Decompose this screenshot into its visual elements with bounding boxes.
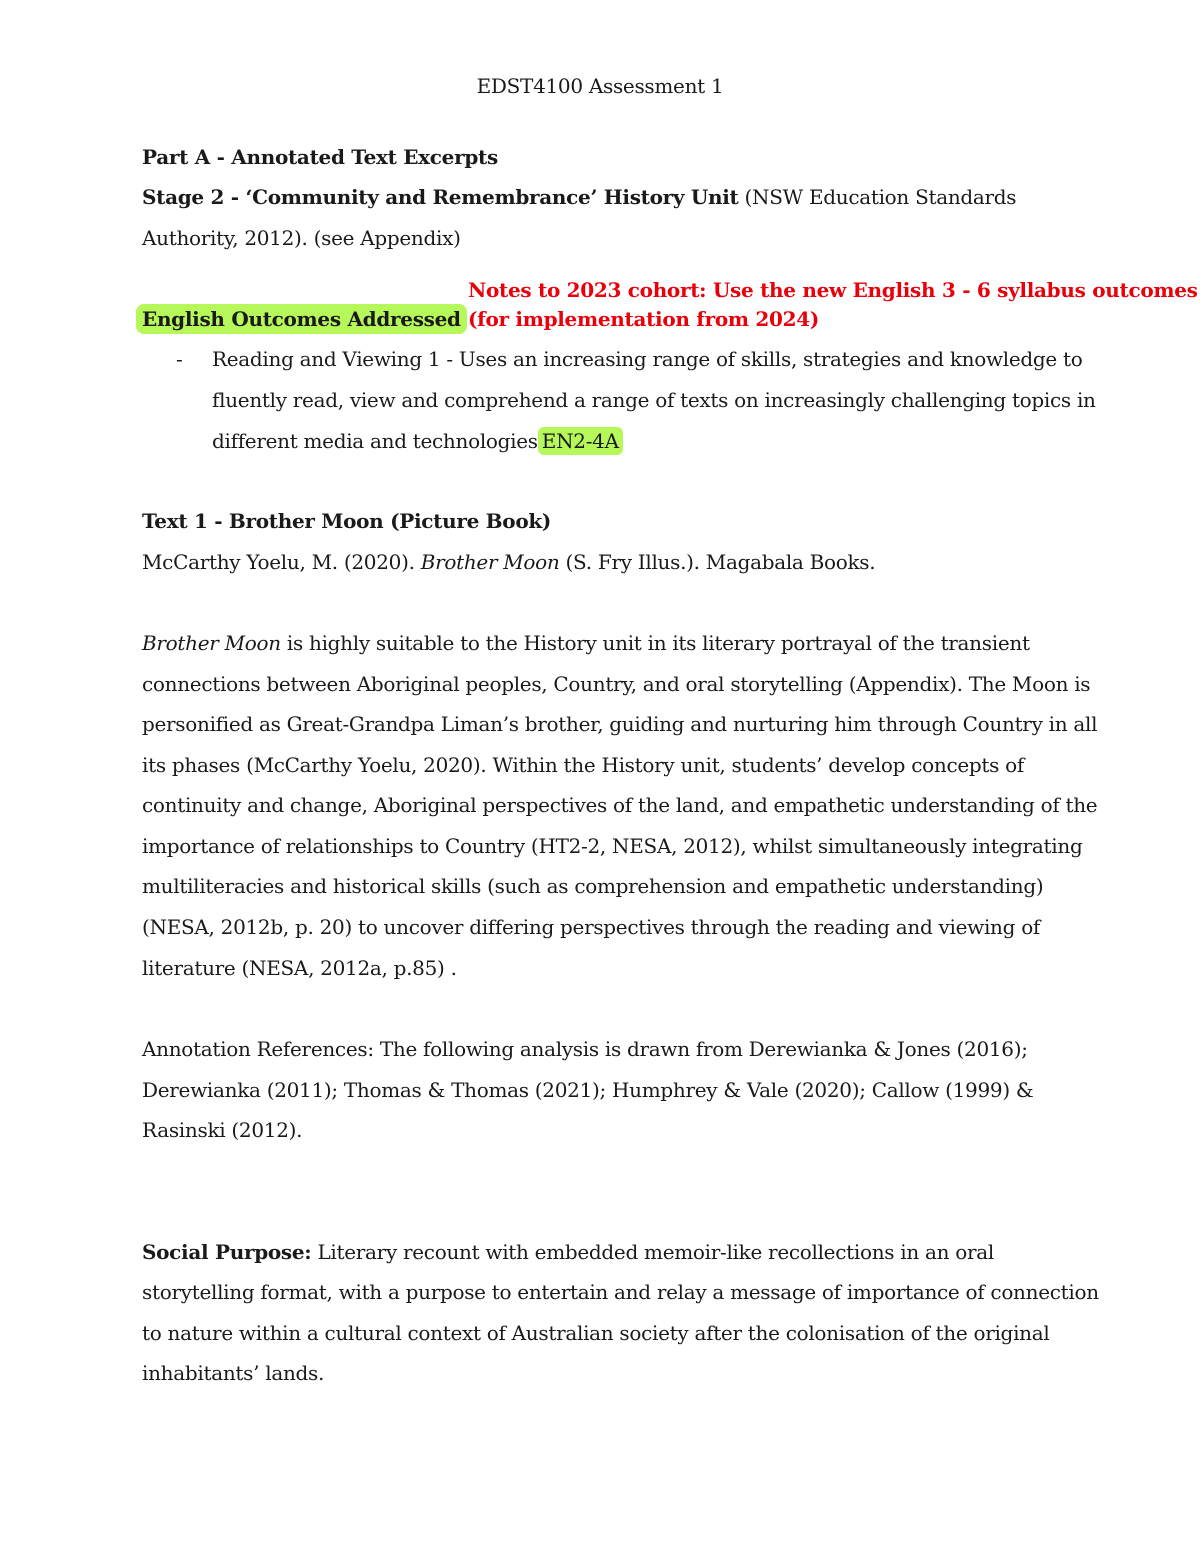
social-purpose-line3: to nature within a cultural context of Australian society after the colonisation of the original xyxy=(142,1321,1050,1345)
outcomes-heading-highlight: English Outcomes Addressed xyxy=(136,304,467,334)
refs-line3: Rasinski (2012). xyxy=(142,1118,303,1142)
social-purpose-line2: storytelling format, with a purpose to entertain and relay a message of importance of connection xyxy=(142,1280,1099,1304)
outcome-line2: fluently read, view and comprehend a range of texts on increasingly challenging topics in xyxy=(212,388,1096,412)
para1-line9: literature (NESA, 2012a, p.85) . xyxy=(142,956,457,980)
page-header: EDST4100 Assessment 1 xyxy=(476,74,724,98)
outcome-line3-text: different media and technologies xyxy=(212,429,538,453)
para1-line5: continuity and change, Aboriginal perspectives of the land, and empathetic understanding of the xyxy=(142,793,1098,817)
para1-line4: its phases (McCarthy Yoelu, 2020). Within the History unit, students’ develop concepts of xyxy=(142,753,1025,777)
cohort-note xyxy=(468,276,1198,334)
text1-citation xyxy=(142,548,875,576)
part-a-title: Part A - Annotated Text Excerpts xyxy=(142,145,498,169)
stage-source: (NSW Education Standards xyxy=(738,185,1017,209)
outcome-code-badge: EN2-4A xyxy=(538,427,623,455)
para1-line1-rest: is highly suitable to the History unit in its literary portrayal of the transient xyxy=(280,631,1030,655)
citation-author: McCarthy Yoelu, M. (2020). xyxy=(142,550,421,574)
citation-publisher: (S. Fry Illus.). Magabala Books. xyxy=(559,550,876,574)
citation-title: Brother Moon xyxy=(420,550,560,574)
para1-line7: multiliteracies and historical skills (such as comprehension and empathetic understanding) xyxy=(142,874,1044,898)
outcome-line3 xyxy=(212,427,623,455)
social-purpose-label: Social Purpose: xyxy=(142,1240,312,1264)
para1-book-title: Brother Moon xyxy=(142,631,281,655)
outcome-line1: Reading and Viewing 1 - Uses an increasing range of skills, strategies and knowledge to xyxy=(212,347,1083,371)
cohort-note-line2: (for implementation from 2024) xyxy=(468,307,820,331)
social-purpose-text: Literary recount with embedded memoir-like recollections in an oral xyxy=(311,1240,995,1264)
social-purpose-line4: inhabitants’ lands. xyxy=(142,1361,325,1385)
para1-line2: connections between Aboriginal peoples, Country, and oral storytelling (Appendix). The Moon is xyxy=(142,672,1091,696)
outcomes-heading xyxy=(136,305,467,333)
cohort-note-line1: Notes to 2023 cohort: Use the new English 3 - 6 syllabus outcomes xyxy=(468,278,1198,302)
refs-line1: Annotation References: The following analysis is drawn from Derewianka & Jones (2016); xyxy=(142,1037,1028,1061)
para1-line1 xyxy=(142,629,1030,657)
text1-heading: Text 1 - Brother Moon (Picture Book) xyxy=(142,509,552,533)
para1-line8: (NESA, 2012b, p. 20) to uncover differing perspectives through the reading and viewing of xyxy=(142,915,1041,939)
stage-title: Stage 2 - ‘Community and Remembrance’ History Unit xyxy=(142,185,739,209)
stage-line xyxy=(142,183,1016,211)
para1-line3: personified as Great-Grandpa Liman’s brother, guiding and nurturing him through Country in all xyxy=(142,712,1098,736)
stage-source-line2: Authority, 2012). (see Appendix) xyxy=(142,226,461,250)
refs-line2: Derewianka (2011); Thomas & Thomas (2021); Humphrey & Vale (2020); Callow (1999) & xyxy=(142,1078,1034,1102)
social-purpose-line1 xyxy=(142,1238,994,1266)
para1-line6: importance of relationships to Country (HT2-2, NESA, 2012), whilst simultaneously integrating xyxy=(142,834,1083,858)
bullet-marker: - xyxy=(176,347,183,371)
